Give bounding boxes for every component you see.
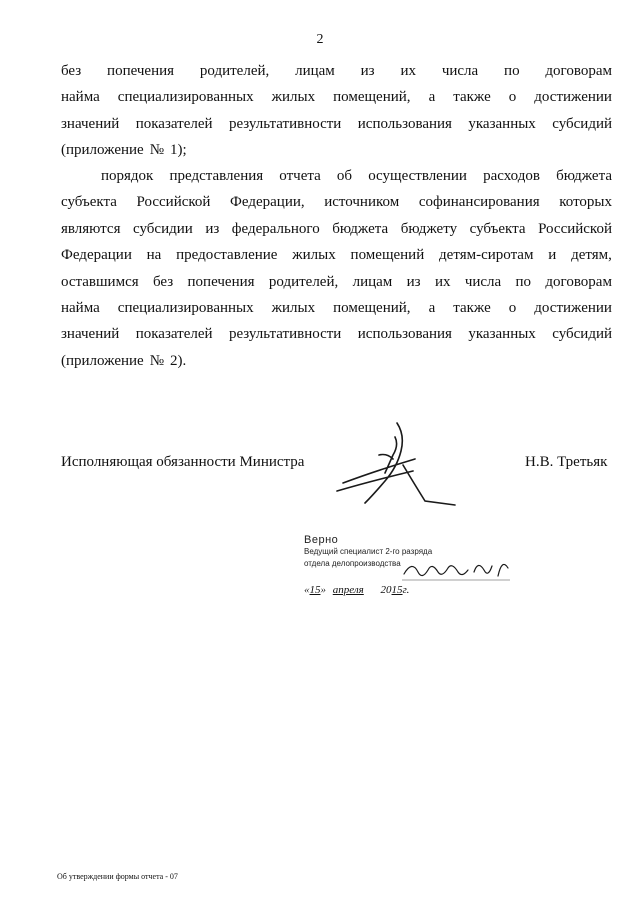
- text-line: [61, 163, 612, 189]
- word: об: [336, 168, 353, 184]
- word: детям-сиротам: [439, 247, 534, 264]
- text-line: [61, 111, 612, 137]
- text-line: [61, 269, 612, 295]
- word: и: [548, 247, 557, 264]
- word: субъекта: [469, 220, 526, 237]
- word: из: [360, 63, 375, 79]
- word: №: [149, 352, 165, 369]
- word: порядок: [101, 168, 154, 184]
- text-line: [61, 189, 612, 215]
- word: договорам: [545, 63, 612, 79]
- word: найма: [61, 89, 100, 106]
- word: Федерации: [61, 247, 132, 264]
- stamp-verno: Верно: [304, 534, 339, 546]
- word: результативности: [228, 115, 342, 132]
- word: субсидий: [552, 115, 612, 132]
- word: 2).: [170, 352, 187, 369]
- word: лицам: [352, 273, 393, 290]
- word: указанных: [468, 115, 536, 132]
- paragraph-2: [61, 163, 612, 374]
- word: помещений,: [333, 89, 411, 106]
- word: без: [61, 63, 82, 79]
- word: попечения: [107, 63, 175, 79]
- word: о: [508, 299, 517, 316]
- date-close-quote: »: [320, 584, 326, 596]
- word: найма: [61, 299, 100, 316]
- word: жилых: [271, 89, 316, 106]
- word: представления: [169, 168, 264, 184]
- word: жилых: [292, 247, 336, 264]
- stamp-date: [304, 584, 409, 596]
- word: специализированных: [117, 89, 254, 106]
- word: софинансирования: [418, 194, 540, 211]
- word: также: [453, 89, 491, 106]
- text-line: [61, 137, 612, 163]
- word: бюджета: [332, 220, 389, 237]
- word: осуществлении: [368, 168, 467, 184]
- signatory-title: Исполняющая обязанности Министра: [61, 454, 305, 470]
- word: 1);: [170, 142, 187, 159]
- text-line: [61, 84, 612, 110]
- date-year-end: г.: [402, 584, 410, 596]
- date-day: 15: [309, 584, 321, 596]
- date-open-quote: «: [304, 584, 310, 596]
- word: родителей,: [199, 63, 270, 79]
- word: по: [515, 273, 532, 290]
- word: расходов: [483, 168, 540, 184]
- stamp-handwritten-signature: [402, 552, 512, 589]
- word: предоставление: [176, 247, 278, 264]
- word: помещений,: [333, 299, 411, 316]
- word: источником: [324, 194, 400, 211]
- text-line: [61, 216, 612, 242]
- date-month: апреля: [332, 584, 364, 596]
- word: из: [205, 220, 220, 237]
- word: без: [152, 273, 174, 290]
- word: жилых: [271, 299, 316, 316]
- word: показателей: [135, 326, 213, 343]
- word: являются: [61, 220, 121, 237]
- date-year-prefix: 20: [380, 584, 392, 596]
- word: использования: [357, 326, 452, 343]
- word: федерального: [231, 220, 320, 237]
- word: родителей,: [268, 273, 339, 290]
- page-number: 2: [316, 32, 324, 47]
- word: помещений: [350, 247, 425, 264]
- word: а: [428, 299, 436, 316]
- word: специализированных: [117, 299, 254, 316]
- word: Российской: [136, 194, 211, 211]
- word: указанных: [468, 326, 536, 343]
- word: их: [434, 273, 451, 290]
- word: субсидии: [133, 220, 193, 237]
- word: числа: [464, 273, 502, 290]
- signatory-name: Н.В. Третьяк: [525, 454, 608, 470]
- word: результативности: [228, 326, 342, 343]
- text-line: [61, 295, 612, 321]
- handwritten-signature: [335, 415, 465, 520]
- word: лицам: [295, 63, 335, 79]
- word: договорам: [545, 273, 612, 290]
- text-line: [61, 348, 612, 374]
- word: использования: [357, 115, 452, 132]
- word: (приложение: [61, 352, 144, 369]
- word: их: [400, 63, 416, 79]
- text-line: [61, 58, 612, 84]
- word: а: [428, 89, 436, 106]
- word: бюджета: [556, 168, 612, 184]
- word: оставшимся: [61, 273, 139, 290]
- text-line: [61, 321, 612, 347]
- word: №: [149, 142, 165, 159]
- word: Российской: [538, 220, 612, 237]
- word: субъекта: [61, 194, 117, 211]
- word: на: [146, 247, 162, 264]
- word: субсидий: [552, 326, 612, 343]
- footer-reference: Об утверждении формы отчета - 07: [57, 872, 178, 881]
- word: из: [406, 273, 421, 290]
- word: также: [453, 299, 491, 316]
- word: числа: [441, 63, 479, 79]
- date-year-suffix: 15: [391, 584, 403, 596]
- paragraph-1: [61, 58, 612, 164]
- word: попечения: [187, 273, 255, 290]
- word: бюджету: [400, 220, 458, 237]
- word: отчета: [279, 168, 321, 184]
- word: Федерации,: [230, 194, 305, 211]
- word: значений: [61, 115, 120, 132]
- stamp-position-line1: Ведущий специалист 2-го разряда: [304, 547, 433, 556]
- word: которых: [559, 194, 612, 211]
- stamp-position-line2: отдела делопроизводства: [304, 559, 401, 568]
- word: показателей: [135, 115, 213, 132]
- word: (приложение: [61, 142, 144, 159]
- word: по: [504, 63, 520, 79]
- word: достижении: [534, 89, 612, 106]
- word: о: [508, 89, 517, 106]
- text-line: [61, 242, 612, 268]
- word: детям,: [571, 247, 612, 264]
- word: достижении: [534, 299, 612, 316]
- word: значений: [61, 326, 120, 343]
